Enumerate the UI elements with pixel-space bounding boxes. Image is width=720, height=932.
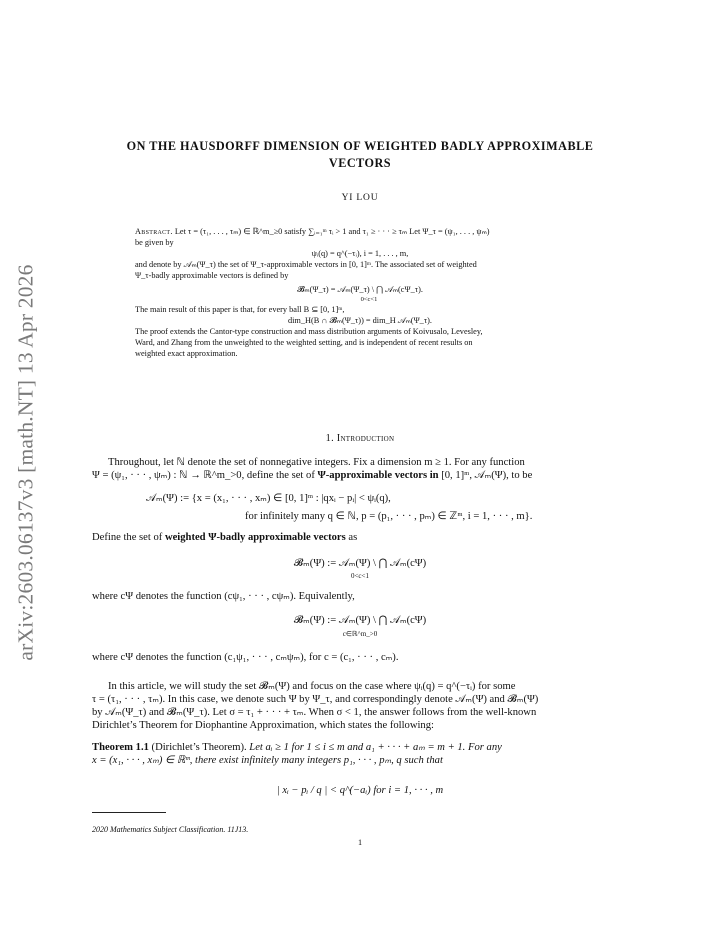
equation-subscript: 0<c<1: [350, 572, 369, 580]
abstract-equation: 𝓑ₘ(Ψ_τ) = 𝒜ₘ(Ψ_τ) \ ⋂ 𝒜ₘ(cΨ_τ).: [297, 285, 423, 294]
abstract-equation: ψᵢ(q) = q^(−τᵢ), i = 1, . . . , m,: [311, 249, 409, 258]
theorem-label: Theorem 1.1: [92, 742, 149, 753]
text-run: Ψ = (ψ₁, · · · , ψₘ) : ℕ → ℝ^m_>0, define the set of: [92, 470, 318, 481]
abstract-label: Abstract.: [135, 227, 173, 236]
theorem-equation: [92, 785, 628, 796]
page-number: 1: [357, 838, 363, 847]
equation-subscript: c∈ℝ^m_>0: [342, 630, 378, 638]
theorem-statement: Let aᵢ ≥ 1 for 1 ≤ i ≤ m and a₁ + · · · + aₘ = m + 1. For any: [246, 742, 502, 753]
text-run: [0, 1]ᵐ, 𝒜ₘ(Ψ), to be: [438, 470, 533, 481]
abstract-line: weighted exact approximation.: [135, 349, 238, 358]
abstract-line: and denote by 𝒜ₘ(Ψ_τ) the set of Ψ_τ-approximable vectors in [0, 1]ᵐ. The associated set of weighted: [135, 260, 477, 269]
intro-paragraph-2-line-4: Dirichlet’s Theorem for Diophantine Approximation, which states the following:: [92, 720, 434, 731]
intro-function-line: where cΨ denotes the function (c₁ψ₁, · · · , cₘψₘ), for c = (c₁, · · · , cₘ).: [92, 652, 399, 663]
theorem-line-2: [92, 754, 628, 767]
equation-badly-approximable-set-alt: 𝓑ₘ(Ψ) := 𝒜ₘ(Ψ) \ ⋂ 𝒜ₘ(cΨ): [293, 615, 427, 626]
footnote-text: 2020 Mathematics Subject Classification. 11J13.: [92, 825, 249, 834]
intro-paragraph-2-line-1: In this article, we will study the set 𝓑ₘ(Ψ) and focus on the case where ψᵢ(q) = q^(−τᵢ) for some: [108, 681, 516, 692]
abstract-line: The main result of this paper is that, for every ball B ⊆ [0, 1]ᵐ,: [135, 305, 345, 314]
paper-title-line-2: VECTORS: [328, 156, 392, 170]
equation-approximable-set-line-2: for infinitely many q ∈ ℕ, p = (p₁, · · · , pₘ) ∈ ℤᵐ, i = 1, · · · , m}.: [245, 511, 533, 522]
intro-paragraph-2-line-3: by 𝒜ₘ(Ψ_τ) and 𝓑ₘ(Ψ_τ). Let σ = τ₁ + · · · + τₘ. When σ < 1, the answer follows from the well-known: [92, 707, 537, 718]
footnote-divider: [92, 812, 166, 813]
abstract-equation: dim_H(B ∩ 𝓑ₘ(Ψ_τ)) = dim_H 𝒜ₘ(Ψ_τ).: [287, 316, 433, 325]
abstract-block: [135, 226, 585, 359]
theorem-equation-text: | xᵢ − pᵢ / q | < q^(−aᵢ) for i = 1, · · · , m: [276, 785, 444, 796]
abstract-line: Ward, and Zhang from the unweighted to the weighted setting, and is independent of recent results on: [135, 338, 473, 347]
theorem-line-1: [92, 741, 628, 754]
intro-equivalently-line: where cΨ denotes the function (cψ₁, · · · , cψₘ). Equivalently,: [92, 591, 355, 602]
section-heading: 1. Introduction: [325, 433, 395, 444]
arxiv-identifier-stamp: arXiv:2603.06137v3 [math.NT] 13 Apr 2026: [13, 264, 38, 661]
intro-paragraph-1-line-2: [92, 469, 628, 482]
intro-paragraph-2-line-2: τ = (τ₁, · · · , τₘ). In this case, we denote such Ψ by Ψ_τ, and correspondingly denote 𝒜ₘ(Ψ) and 𝓑ₘ(Ψ): [92, 694, 539, 705]
equation-approximable-set-line-1: 𝒜ₘ(Ψ) := {x = (x₁, · · · , xₘ) ∈ [0, 1]ᵐ : |qxᵢ − pᵢ| < ψᵢ(q),: [146, 493, 391, 504]
abstract-equation-subscript: 0<c<1: [360, 296, 378, 303]
abstract-line: be given by: [135, 238, 174, 247]
text-run: as: [345, 532, 358, 543]
theorem-name: (Dirichlet’s Theorem).: [148, 742, 247, 753]
paper-author: YI LOU: [341, 193, 379, 203]
defined-term: Ψ-approximable vectors in: [317, 470, 439, 481]
abstract-line: Ψ_τ-badly approximable vectors is defined by: [135, 271, 289, 280]
paper-title-line-1: ON THE HAUSDORFF DIMENSION OF WEIGHTED BADLY APPROXIMABLE: [126, 139, 594, 153]
theorem-statement: x = (x₁, · · · , xₘ) ∈ ℝᵐ, there exist infinitely many integers p₁, · · · , pₘ, q such that: [92, 755, 443, 766]
intro-paragraph-1-line-1: Throughout, let ℕ denote the set of nonnegative integers. Fix a dimension m ≥ 1. For any function: [108, 457, 525, 468]
footnote: [92, 825, 248, 834]
equation-badly-approximable-set: 𝓑ₘ(Ψ) := 𝒜ₘ(Ψ) \ ⋂ 𝒜ₘ(cΨ): [293, 558, 427, 569]
abstract-line: The proof extends the Cantor-type construction and mass distribution arguments of Koivusalo, Levesley,: [135, 327, 483, 336]
paper-title: [100, 138, 620, 172]
abstract-line: Let τ = (τ₁, . . . , τₘ) ∈ ℝ^m_≥0 satisfy ∑ᵢ₌₁ᵐ τᵢ > 1 and τ₁ ≥ · · · ≥ τₘ Let Ψ_τ = (ψ₁, . . . , ψₘ): [174, 227, 490, 236]
defined-term: weighted Ψ-badly approximable vectors: [164, 532, 346, 543]
text-run: Define the set of: [92, 532, 165, 543]
intro-definition-line: [92, 531, 628, 544]
